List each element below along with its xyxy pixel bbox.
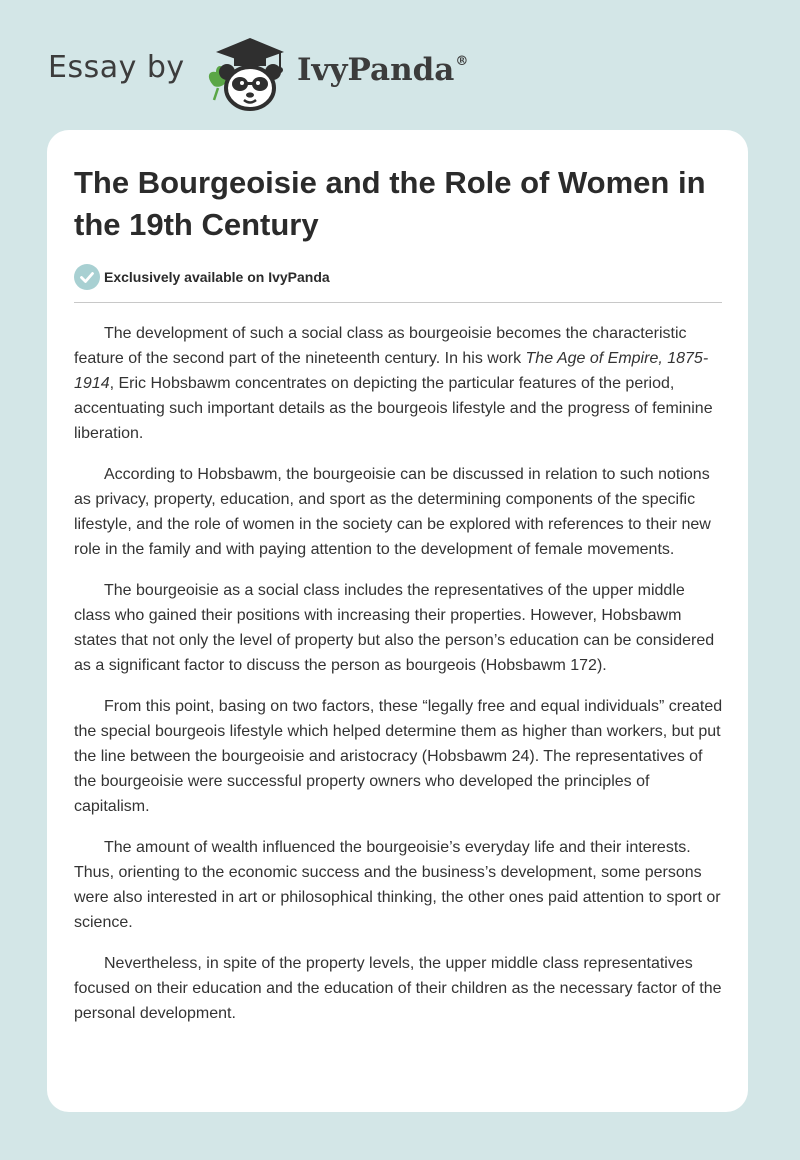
paragraph: According to Hobsbawm, the bourgeoisie can be discussed in relation to such notions as privacy, property, education, and sport as the determining components of the specific lifestyle, and the role of women in the society can be explored with references to their new role in the family and with paying attention to the development of female movements. <box>74 466 711 558</box>
brand-prefix: Essay by <box>48 50 185 85</box>
checkmark-icon <box>74 264 100 290</box>
essay-card <box>47 130 748 1112</box>
essay-body <box>74 321 725 1042</box>
page-title: The Bourgeoisie and the Role of Women in the 19th Century <box>74 165 706 242</box>
site-header <box>0 0 800 130</box>
badge-label: Exclusively available on IvyPanda <box>104 269 330 285</box>
paragraph-text: The development of such a social class as bourgeoisie becomes the characteristic feature of the second part of the nineteenth century. In his work <box>74 325 687 367</box>
brand-name[interactable] <box>297 52 468 88</box>
panda-graduate-icon[interactable] <box>200 34 292 114</box>
paragraph <box>74 321 725 446</box>
registered-mark: ® <box>455 54 469 69</box>
divider <box>74 302 722 303</box>
paragraph: The bourgeoisie as a social class includes the representatives of the upper middle class who gained their positions with increasing their properties. However, Hobsbawm states that not only the level of property but also the person’s education can be considered as a significant factor to discuss the person as bourgeois (Hobsbawm 172). <box>74 582 715 674</box>
paragraph: From this point, basing on two factors, these “legally free and equal individuals” created the special bourgeois lifestyle which helped determine them as higher than workers, but put the line between the bourgeoisie and aristocracy (Hobsbawm 24). The representatives of the bourgeoisie were successful property owners who developed the principles of capitalism. <box>74 698 723 815</box>
book-title: The Age of Empire, 1875-1914 <box>74 350 709 392</box>
brand-name-text: IvyPanda <box>297 52 455 88</box>
paragraph-text: , Eric Hobsbawm concentrates on depicting the particular features of the period, accentuating such important details as the bourgeois lifestyle and the progress of feminine liberation. <box>74 375 713 442</box>
paragraph: The amount of wealth influenced the bourgeoisie’s everyday life and their interests. Thus, orienting to the economic success and the business’s development, some persons were also interested in art or philosophical thinking, the other ones paid attention to sport or science. <box>74 839 721 931</box>
paragraph: Nevertheless, in spite of the property levels, the upper middle class representatives focused on their education and the education of their children as the necessary factor of the personal development. <box>74 955 722 1022</box>
